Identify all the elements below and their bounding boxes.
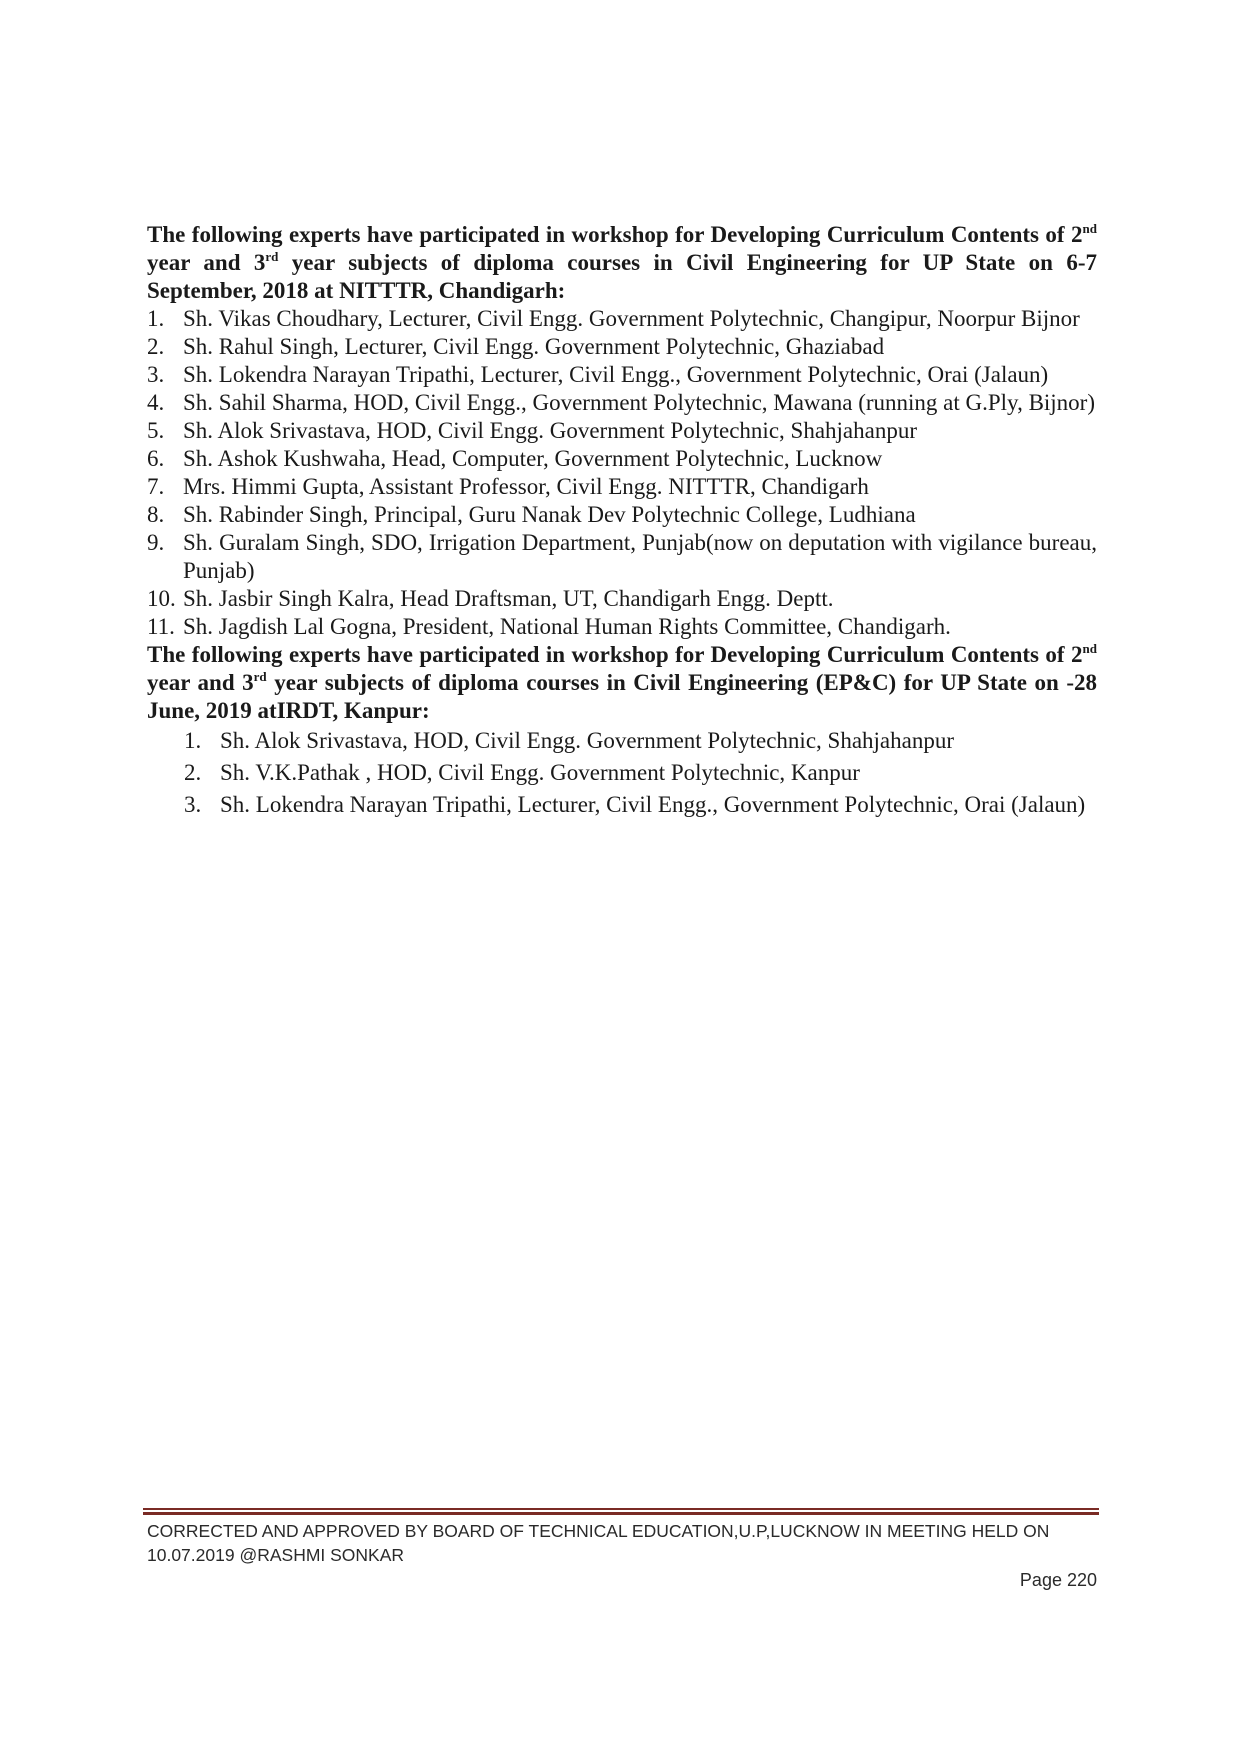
item-text: Sh. V.K.Pathak , HOD, Civil Engg. Government Polytechnic, Kanpur — [220, 760, 860, 785]
item-number: 3. — [147, 362, 165, 387]
list-item — [147, 529, 1097, 585]
item-text: Sh. Jagdish Lal Gogna, President, National Human Rights Committee, Chandigarh. — [183, 614, 951, 639]
list-item — [147, 305, 1097, 333]
list-item — [184, 789, 1097, 821]
heading-text: The following experts have participated in workshop for Developing Curriculum Contents of 2 — [147, 642, 1083, 667]
list-item — [147, 361, 1097, 389]
list-item — [147, 417, 1097, 445]
heading-text: year and 3 — [147, 250, 266, 275]
item-text: Sh. Alok Srivastava, HOD, Civil Engg. Government Polytechnic, Shahjahanpur — [220, 728, 954, 753]
item-number: 9. — [147, 530, 165, 555]
list-item — [147, 501, 1097, 529]
heading-text: The following experts have participated in workshop for Developing Curriculum Contents of 2 — [147, 222, 1083, 247]
item-number: 6. — [147, 446, 165, 471]
item-text: Mrs. Himmi Gupta, Assistant Professor, Civil Engg. NITTTR, Chandigarh — [183, 474, 869, 499]
ordinal-superscript: nd — [1082, 221, 1097, 236]
list-item — [184, 725, 1097, 757]
ordinal-superscript: rd — [253, 669, 267, 684]
item-number: 5. — [147, 418, 165, 443]
item-number: 3. — [184, 792, 202, 817]
item-text: Sh. Alok Srivastava, HOD, Civil Engg. Government Polytechnic, Shahjahanpur — [183, 418, 917, 443]
item-text: Sh. Guralam Singh, SDO, Irrigation Department, Punjab(now on deputation with vigilance bureau, Punjab) — [183, 530, 1097, 583]
page-number: Page 220 — [1019, 1570, 1097, 1590]
list-item — [147, 445, 1097, 473]
item-text: Sh. Rahul Singh, Lecturer, Civil Engg. Government Polytechnic, Ghaziabad — [183, 334, 885, 359]
page-body — [147, 221, 1097, 821]
footer-rule-line — [143, 1512, 1099, 1515]
item-number: 2. — [184, 760, 202, 785]
experts-list-2019 — [184, 725, 1097, 821]
item-text: Sh. Jasbir Singh Kalra, Head Draftsman, UT, Chandigarh Engg. Deptt. — [183, 586, 834, 611]
item-text: Sh. Lokendra Narayan Tripathi, Lecturer, Civil Engg., Government Polytechnic, Orai (Jalaun) — [183, 362, 1049, 387]
list-item — [147, 473, 1097, 501]
item-text: Sh. Ashok Kushwaha, Head, Computer, Government Polytechnic, Lucknow — [183, 446, 883, 471]
footer-approval-note: CORRECTED AND APPROVED BY BOARD OF TECHNICAL EDUCATION,U.P,LUCKNOW IN MEETING HELD ON 10.07.2019 @RASHMI SONKAR — [147, 1521, 1050, 1565]
list-item — [147, 333, 1097, 361]
section-2-heading — [147, 641, 1097, 725]
list-item — [184, 757, 1097, 789]
list-item — [147, 585, 1097, 613]
experts-list-2018 — [147, 305, 1097, 641]
item-text: Sh. Rabinder Singh, Principal, Guru Nanak Dev Polytechnic College, Ludhiana — [183, 502, 916, 527]
footer-rule — [143, 1508, 1099, 1515]
item-number: 7. — [147, 474, 165, 499]
item-text: Sh. Lokendra Narayan Tripathi, Lecturer, Civil Engg., Government Polytechnic, Orai (Jalaun) — [220, 792, 1086, 817]
item-number: 2. — [147, 334, 165, 359]
item-text: Sh. Vikas Choudhary, Lecturer, Civil Engg. Government Polytechnic, Changipur, Noorpur Bijnor — [183, 306, 1080, 331]
section-1-heading — [147, 221, 1097, 305]
item-number: 1. — [184, 728, 202, 753]
ordinal-superscript: rd — [265, 249, 279, 264]
ordinal-superscript: nd — [1082, 641, 1097, 656]
heading-text: year subjects of diploma courses in Civil Engineering for UP State on 6-7 September, 2018 at NITTTR, Chandigarh: — [147, 250, 1097, 303]
item-number: 1. — [147, 306, 165, 331]
list-item — [147, 613, 1097, 641]
heading-text: year and 3 — [147, 670, 254, 695]
item-number: 11. — [147, 614, 175, 639]
list-item — [147, 389, 1097, 417]
item-number: 4. — [147, 390, 165, 415]
heading-text: year subjects of diploma courses in Civil Engineering (EP&C) for UP State on -28 June, 2019 atIRDT, Kanpur: — [147, 670, 1097, 723]
item-number: 8. — [147, 502, 165, 527]
item-text: Sh. Sahil Sharma, HOD, Civil Engg., Government Polytechnic, Mawana (running at G.Ply, Bijnor) — [183, 390, 1096, 415]
item-number: 10. — [147, 586, 176, 611]
